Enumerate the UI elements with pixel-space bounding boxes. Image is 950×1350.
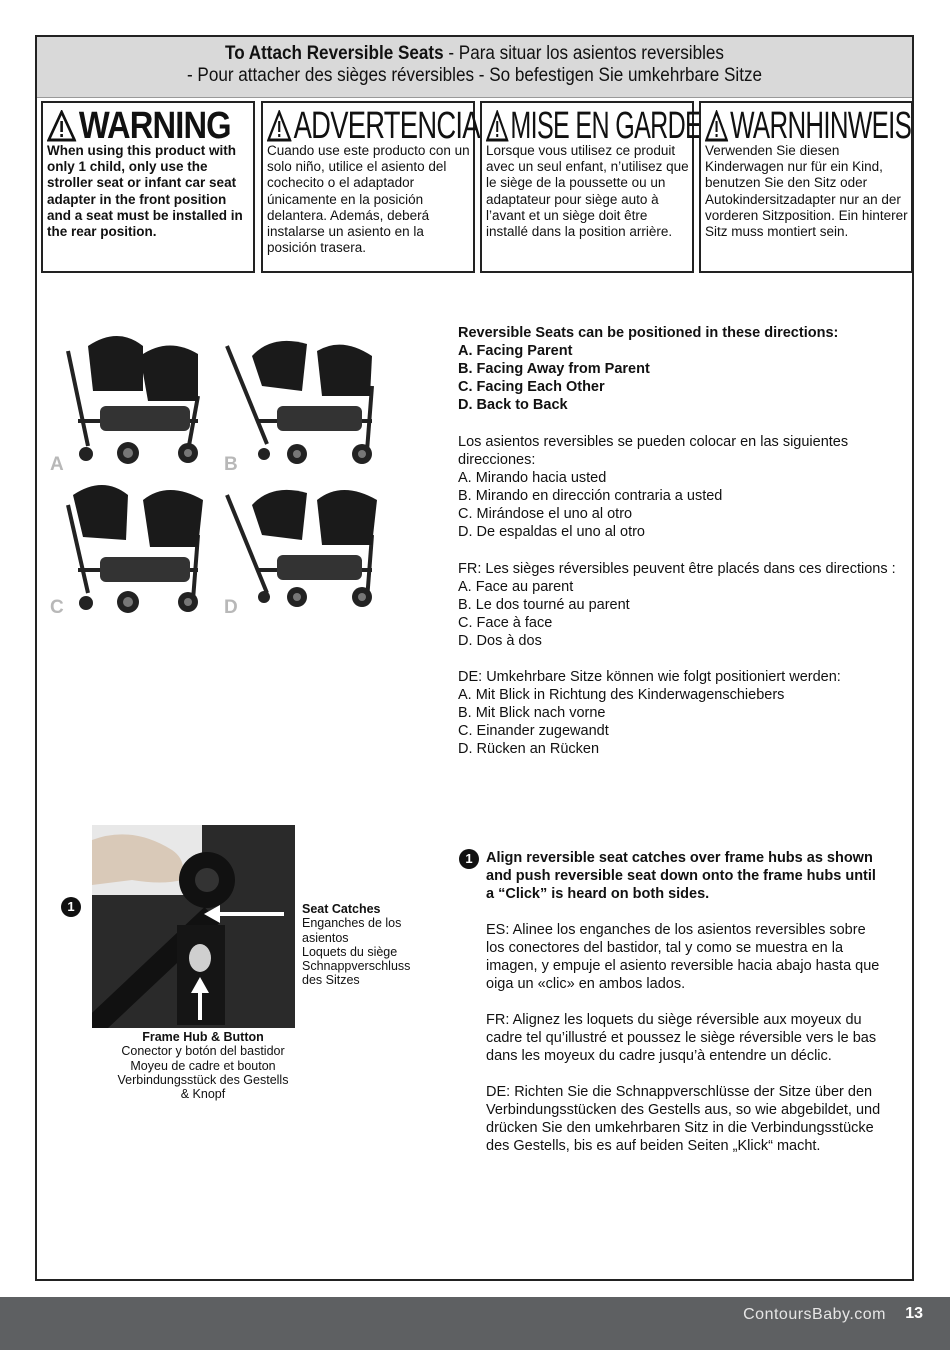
warning-title: ADVERTENCIA bbox=[267, 106, 414, 146]
title-rest: - Para situar los asientos reversibles bbox=[443, 43, 724, 64]
title-bold: To Attach Reversible Seats bbox=[225, 43, 444, 64]
title-line-2: - Pour attacher des sièges réversibles - So befestigen Sie umkehrbare Sitze bbox=[186, 65, 763, 86]
callout-line: des Sitzes bbox=[302, 973, 360, 988]
list-item: B. Le dos tourné au parent bbox=[458, 597, 630, 613]
positions-es-title-2: direcciones: bbox=[458, 452, 536, 468]
callout-line: & Knopf bbox=[180, 1087, 226, 1102]
list-item: A. Mirando hacia usted bbox=[458, 470, 607, 486]
stroller-photo-d bbox=[222, 475, 387, 615]
callout-line: Conector y botón del bastidor bbox=[121, 1044, 285, 1059]
warning-title: MISE EN GARDE bbox=[486, 106, 621, 146]
warning-box-en bbox=[41, 101, 255, 273]
positions-fr bbox=[458, 560, 896, 650]
warning-text: Cuando use este producto con un solo niño, utilice el asiento del cochecito o el adaptador únicamente en la posición delantera. Además, deberá instalarse un asiento en la posición trasera. bbox=[267, 143, 470, 256]
warning-box-es bbox=[261, 101, 480, 273]
callout-line: asientos bbox=[302, 930, 349, 945]
frame-hub-callout bbox=[103, 1030, 303, 1101]
stroller-photo-a bbox=[48, 326, 213, 466]
positions-en-title: Reversible Seats can be positioned in these directions: bbox=[458, 325, 839, 341]
callout-line: Schnappverschluss bbox=[302, 959, 411, 974]
page-number: 13 bbox=[905, 1305, 923, 1322]
warning-triangle-icon bbox=[705, 110, 728, 142]
photo-label-a: A bbox=[50, 454, 64, 475]
callout-line: Enganches de los bbox=[302, 916, 402, 931]
list-item: C. Einander zugewandt bbox=[458, 723, 609, 739]
positions-de bbox=[458, 668, 841, 758]
positions-en bbox=[458, 324, 838, 414]
photo-label-c: C bbox=[50, 597, 64, 618]
photo-label-d: D bbox=[224, 597, 238, 618]
warning-box-de bbox=[699, 101, 913, 273]
stroller-photo-b bbox=[222, 326, 387, 466]
list-item: B. Mit Blick nach vorne bbox=[458, 705, 606, 721]
warning-text: Verwenden Sie diesen Kinderwagen nur für ein Kind, benutzen Sie den Sitz oder Autokindersitzadapter nur an der vorderen Sitzposition. Ein hinterer Sitz muss montiert sein. bbox=[705, 143, 908, 240]
positions-es bbox=[458, 433, 848, 541]
list-item: C. Mirándose el uno al otro bbox=[458, 506, 633, 522]
photo-label-b: B bbox=[224, 454, 238, 475]
step-1-fr: FR: Alignez les loquets du siège réversible aux moyeux du cadre tel qu’illustré et poussez le siège réversible vers le bas dans les moyeux du cadre jusqu’à entendre un déclic. bbox=[486, 1012, 877, 1064]
footer-website: ContoursBaby.com bbox=[743, 1306, 886, 1323]
warning-triangle-icon bbox=[267, 110, 291, 142]
step-1-de: DE: Richten Sie die Schnappverschlüsse der Sitze über den Verbindungsstücken des Gestells aus, so wie abgebildet, und drücken Sie den umkehrbaren Sitz in die Verbindungsstücke des Gestells, bis es auf beiden Seiten „Klick“ macht. bbox=[486, 1084, 881, 1154]
list-item: D. Dos à dos bbox=[458, 633, 542, 649]
section-title bbox=[81, 43, 869, 87]
callout-line: Loquets du siège bbox=[302, 944, 398, 959]
list-item: A. Face au parent bbox=[458, 579, 574, 595]
warning-text: When using this product with only 1 child, only use the stroller seat or infant car seat adapter in the front position and a seat must be installed in the rear position. bbox=[47, 143, 243, 240]
step-1-es: ES: Alinee los enganches de los asientos reversibles sobre los conectores del bastidor, tal y como se muestra en la imagen, y empuje el asiento reversible hacia abajo hasta que oiga un «clic» en ambos lados. bbox=[486, 922, 880, 992]
list-item: C. Facing Each Other bbox=[458, 379, 605, 395]
step-1-en: Align reversible seat catches over frame hubs as shown and push reversible seat down onto the frame hubs until a “Click” is heard on both sides. bbox=[486, 850, 876, 902]
list-item: B. Facing Away from Parent bbox=[458, 361, 650, 377]
positions-de-title: DE: Umkehrbare Sitze können wie folgt positioniert werden: bbox=[458, 669, 841, 685]
warning-box-fr bbox=[480, 101, 702, 273]
step-number-badge: 1 bbox=[61, 897, 81, 917]
list-item: A. Mit Blick in Richtung des Kinderwagenschiebers bbox=[458, 687, 785, 703]
callout-line: Verbindungsstück des Gestells bbox=[117, 1072, 289, 1087]
list-item: D. Rücken an Rücken bbox=[458, 741, 600, 757]
warning-triangle-icon bbox=[47, 110, 76, 142]
callout-line: Moyeu de cadre et bouton bbox=[130, 1058, 276, 1073]
seat-catch-photo bbox=[92, 825, 295, 1028]
list-item: D. Back to Back bbox=[458, 397, 568, 413]
frame-hub-title: Frame Hub & Button bbox=[142, 1030, 264, 1044]
list-item: D. De espaldas el uno al otro bbox=[458, 524, 645, 540]
step-1-instructions bbox=[486, 849, 886, 1173]
stroller-photo-c bbox=[48, 475, 213, 615]
list-item: C. Face à face bbox=[458, 615, 553, 631]
seat-catches-title: Seat Catches bbox=[302, 902, 381, 916]
warning-text: Lorsque vous utilisez ce produit avec un seul enfant, n’utilisez que le siège de la poussette ou un adaptateur pour siège auto à l’avant et un siège doit être installé dans la position arrière. bbox=[486, 143, 689, 240]
list-item: B. Mirando en dirección contraria a usted bbox=[458, 488, 723, 504]
positions-fr-title: FR: Les sièges réversibles peuvent être placés dans ces directions : bbox=[458, 561, 896, 577]
positions-es-title-1: Los asientos reversibles se pueden colocar en las siguientes bbox=[458, 434, 849, 450]
warning-title: WARNING bbox=[47, 106, 222, 146]
list-item: A. Facing Parent bbox=[458, 343, 573, 359]
step-number-badge: 1 bbox=[459, 849, 479, 869]
warning-triangle-icon bbox=[486, 110, 508, 142]
seat-catches-callout bbox=[302, 902, 410, 988]
warning-title: WARNHINWEIS bbox=[705, 106, 844, 146]
